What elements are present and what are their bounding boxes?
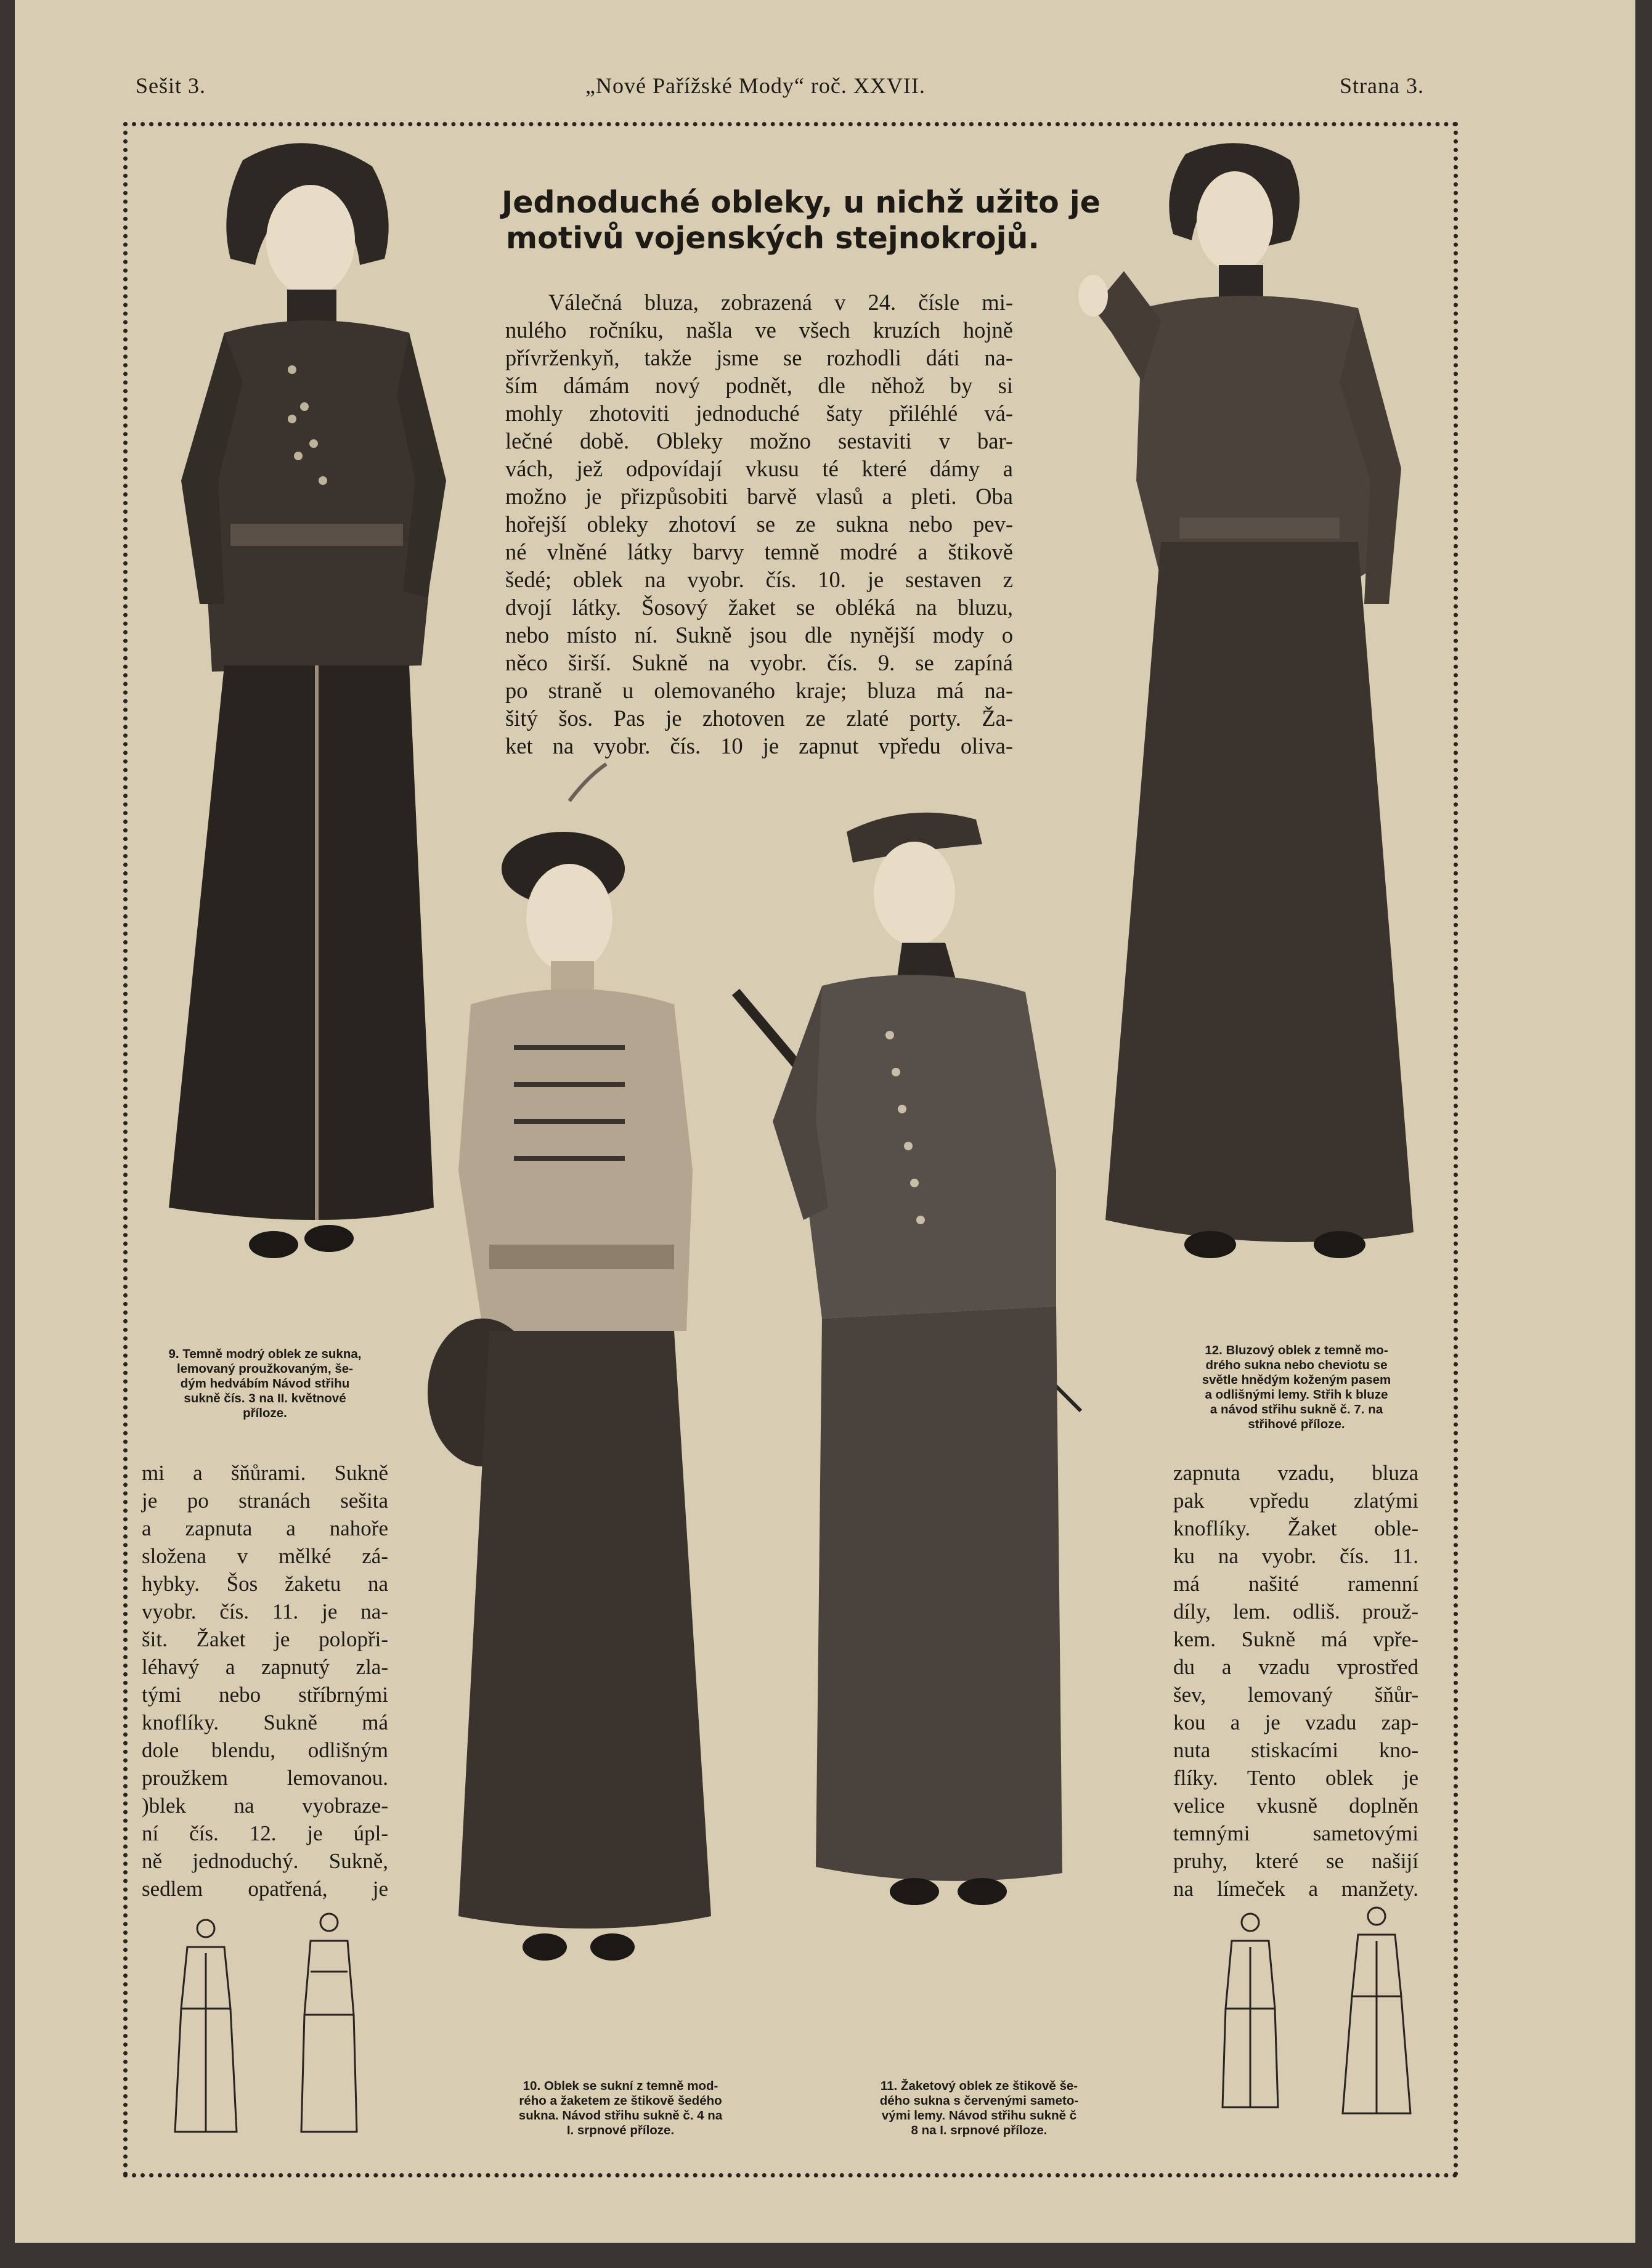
text-line: po straně u olemovaného kraje; bluza má na- [505, 678, 1013, 703]
text-line: du a vzadu vprostřed [1173, 1655, 1418, 1679]
text-line: temnými sametovými [1173, 1821, 1418, 1845]
text-line: flíky. Tento oblek je [1173, 1766, 1418, 1790]
text-line: nuta stiskacími kno- [1173, 1738, 1418, 1762]
text-line: knoflíky. Žaket oble- [1173, 1516, 1418, 1540]
page-number: Strana 3. [1340, 73, 1424, 98]
caption-line: 11. Žaketový oblek ze štikově še- [880, 2079, 1078, 2093]
text-line: dole blendu, odlišným [142, 1738, 388, 1762]
back-view-sketch-figure-10 [286, 1910, 372, 2138]
magazine-page [15, 0, 1635, 2243]
caption-line: 8 na I. srpnové příloze. [911, 2123, 1048, 2137]
text-line: zapnuta vzadu, bluza [1173, 1461, 1418, 1485]
caption-line: vými lemy. Návod střihu sukně č [881, 2108, 1077, 2123]
text-line: léhavý a zapnutý zla- [142, 1655, 388, 1679]
text-line: sedlem opatřená, je [142, 1877, 388, 1901]
caption-line: dým hedvábím Návod střihu [180, 1376, 350, 1391]
caption-line: lemovaný proužkovaným, še- [177, 1362, 353, 1376]
text-line: je po stranách sešita [142, 1489, 388, 1513]
article-title [502, 185, 1101, 256]
text-line: velice vkusně doplněn [1173, 1794, 1418, 1818]
text-line: hybky. Šos žaketu na [142, 1572, 388, 1596]
title-line: motivů vojenských stejnokrojů. [506, 221, 1040, 256]
text-line: ším dámám nový podnět, dle něhož by si [505, 373, 1013, 398]
magazine-title: „Nové Pařížské Mody“ roč. XXVII. [585, 73, 926, 98]
caption-line: 12. Bluzový oblek z temně mo- [1205, 1343, 1388, 1357]
caption-figure-12 [1167, 1343, 1426, 1432]
caption-figure-9 [136, 1347, 394, 1421]
text-line: nebo místo ní. Sukně jsou dle nynější mody o [505, 622, 1013, 648]
text-line: kou a je vzadu zap- [1173, 1710, 1418, 1734]
text-line: knoflíky. Sukně má [142, 1710, 388, 1734]
article-body-right [1173, 1459, 1418, 1903]
back-view-sketch-figure-11 [1210, 1910, 1290, 2113]
text-line: dvojí látky. Šosový žaket se obléká na bluzu, [505, 595, 1013, 620]
text-line: přívrženkyň, takže jsme se rozhodli dáti na- [505, 345, 1013, 370]
caption-line: a návod střihu sukně č. 7. na [1210, 1402, 1383, 1416]
caption-line: drého sukna nebo cheviotu se [1205, 1358, 1388, 1372]
caption-line: a odlišnými lemy. Střih k bluze [1205, 1388, 1388, 1402]
caption-line: sukna. Návod střihu sukně č. 4 na [518, 2108, 723, 2123]
text-line: má našité ramenní [1173, 1572, 1418, 1596]
text-line: né vlněné látky barvy temně modré a štikově [505, 539, 1013, 564]
fashion-illustration-figure-10 [403, 776, 785, 2009]
caption-line: dého sukna s červenými sameto- [879, 2094, 1079, 2108]
text-line: )blek na vyobraze- [142, 1794, 388, 1818]
text-line: nulého ročníku, našla ve všech kruzích hojně [505, 317, 1013, 343]
caption-line: 9. Temně modrý oblek ze sukna, [168, 1347, 362, 1361]
text-line: kem. Sukně má vpře- [1173, 1627, 1418, 1651]
text-line: lečné době. Obleky možno sestaviti v bar- [505, 428, 1013, 453]
text-line: tými nebo stříbrnými [142, 1683, 388, 1707]
article-body-left [142, 1459, 388, 1903]
text-line: vách, jež odpovídají vkusu té které dámy a [505, 456, 1013, 481]
text-line: pruhy, které se našijí [1173, 1849, 1418, 1873]
text-line: hořejší obleky zhotoví se ze sukna nebo pev- [505, 511, 1013, 537]
text-line: šit. Žaket je polopři- [142, 1627, 388, 1651]
text-line: Válečná bluza, zobrazená v 24. čísle mi- [548, 290, 1013, 315]
caption-line: sukně čís. 3 na II. květnové [184, 1391, 346, 1405]
text-line: pak vpředu zlatými [1173, 1489, 1418, 1513]
caption-figure-11 [834, 2079, 1124, 2138]
text-line: ně jednoduchý. Sukně, [142, 1849, 388, 1873]
article-body-center [505, 288, 1013, 760]
text-line: ket na vyobr. čís. 10 je zapnut vpředu oliva- [505, 733, 1013, 758]
caption-figure-10 [476, 2079, 765, 2138]
fashion-illustration-figure-12 [1068, 136, 1451, 1306]
text-line: šitý šos. Pas je zhotoven ze zlaté porty. Ža- [505, 705, 1013, 731]
issue-number: Sešit 3. [136, 73, 206, 98]
text-line: šedé; oblek na vyobr. čís. 10. je sestaven z [505, 567, 1013, 592]
text-line: šev, lemovaný šňůr- [1173, 1683, 1418, 1707]
fashion-illustration-figure-11 [736, 776, 1118, 1947]
text-line: ku na vyobr. čís. 11. [1173, 1544, 1418, 1568]
text-line: něco širší. Sukně na vyobr. čís. 9. se zapíná [505, 650, 1013, 675]
text-line: proužkem lemovanou. [142, 1766, 388, 1790]
caption-line: 10. Oblek se sukní z temně mod- [523, 2079, 718, 2093]
caption-line: rého a žaketem ze štikově šedého [519, 2094, 722, 2108]
back-view-sketch-figure-12 [1333, 1904, 1420, 2120]
caption-line: příloze. [243, 1406, 287, 1420]
text-line: na límeček a manžety. [1173, 1877, 1418, 1901]
text-line: složena v mělké zá- [142, 1544, 388, 1568]
text-line: a zapnuta a nahoře [142, 1516, 388, 1540]
text-line: díly, lem. odliš. prouž- [1173, 1599, 1418, 1624]
text-line: mi a šňůrami. Sukně [142, 1461, 388, 1485]
caption-line: střihové příloze. [1248, 1417, 1345, 1431]
text-line: mohly zhotoviti jednoduché šaty přiléhlé vá- [505, 400, 1013, 426]
text-line: ní čís. 12. je úpl- [142, 1821, 388, 1845]
text-line: vyobr. čís. 11. je na- [142, 1599, 388, 1624]
text-line: možno je přizpůsobiti barvě vlasů a pleti. Oba [505, 484, 1013, 509]
back-view-sketch-figure-9 [163, 1916, 249, 2138]
caption-line: I. srpnové příloze. [566, 2123, 675, 2137]
caption-line: světle hnědým koženým pasem [1202, 1373, 1391, 1387]
title-line: Jednoduché obleky, u nichž užito je [502, 185, 1101, 220]
